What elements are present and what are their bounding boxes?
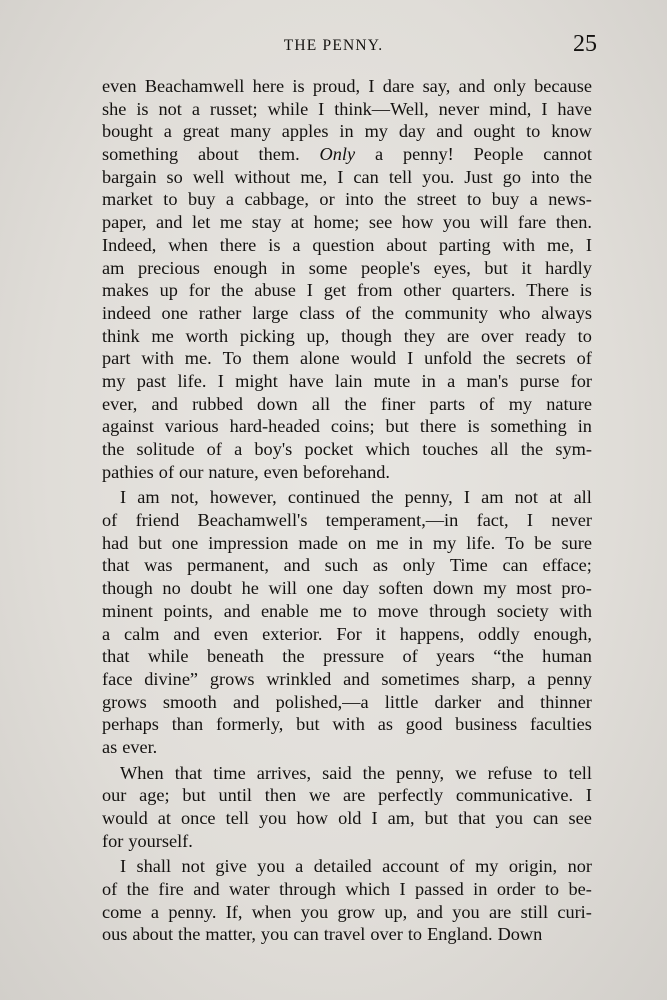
text-line: am precious enough in some people's eyes, but it hardly xyxy=(102,257,592,278)
text-line: come a penny. If, when you grow up, and you are still curi- xyxy=(102,901,592,922)
text-line: even Beachamwell here is proud, I dare say, and only because xyxy=(102,76,592,96)
text-line: I shall not give you a detailed account of my origin, nor xyxy=(120,856,592,877)
text-line: had but one impression made on me in my life. To be sure xyxy=(102,532,592,553)
text-line: our age; but until then we are perfectly communicative. I xyxy=(102,785,592,806)
running-head: THE PENNY. xyxy=(283,37,384,54)
text-line: grows smooth and polished,—a little darker and thinner xyxy=(102,691,592,712)
text-line: Indeed, when there is a question about parting with me, I xyxy=(102,234,592,255)
text-line: ous about the matter, you can travel over to England. Down xyxy=(102,924,543,945)
text-line: think me worth picking up, though they are over ready to xyxy=(102,325,592,346)
text-line: for yourself. xyxy=(102,830,193,851)
text-line: a calm and even exterior. For it happens, oddly enough, xyxy=(102,623,592,644)
text-line: perhaps than formerly, but with as good business faculties xyxy=(102,714,592,735)
page-header xyxy=(0,33,667,59)
text-line: bought a great many apples in my day and ought to know xyxy=(102,121,592,142)
text-line: I am not, however, continued the penny, I am not at all xyxy=(120,487,592,508)
text-line: indeed one rather large class of the community who always xyxy=(102,302,592,323)
text-line: pathies of our nature, even beforehand. xyxy=(102,461,390,482)
text-line: the solitude of a boy's pocket which touches all the sym- xyxy=(102,439,592,459)
paragraph xyxy=(102,486,592,758)
text-line: something about them. Only a penny! People cannot xyxy=(102,144,592,165)
page-number: 25 xyxy=(573,31,597,57)
text-line: she is not a russet; while I think—Well, never mind, I have xyxy=(102,98,592,119)
text-line: face divine” grows wrinkled and sometimes sharp, a penny xyxy=(102,668,592,689)
text-line: minent points, and enable me to move through society with xyxy=(102,600,592,621)
text-line: as ever. xyxy=(102,736,158,757)
text-line: paper, and let me stay at home; see how you will fare then. xyxy=(102,212,592,233)
paragraph xyxy=(102,762,592,853)
text-line: of friend Beachamwell's temperament,—in fact, I never xyxy=(102,510,592,531)
text-line: that was permanent, and such as only Time can efface; xyxy=(102,555,592,576)
paragraph xyxy=(102,855,592,946)
text-line: of the fire and water through which I passed in order to be- xyxy=(102,879,592,900)
body-text xyxy=(102,75,592,946)
text-line: ever, and rubbed down all the finer parts of my nature xyxy=(102,393,592,414)
text-line: market to buy a cabbage, or into the street to buy a news- xyxy=(102,189,592,210)
paragraph xyxy=(102,75,592,483)
text-line: makes up for the abuse I get from other quarters. There is xyxy=(102,280,592,301)
text-line: that while beneath the pressure of years “the human xyxy=(102,646,592,667)
text-line: When that time arrives, said the penny, we refuse to tell xyxy=(120,762,592,783)
text-line: would at once tell you how old I am, but that you can see xyxy=(102,808,592,828)
text-line: though no doubt he will one day soften down my most pro- xyxy=(102,578,592,599)
text-line: bargain so well without me, I can tell you. Just go into the xyxy=(102,166,592,187)
text-line: part with me. To them alone would I unfold the secrets of xyxy=(102,348,592,369)
text-line: my past life. I might have lain mute in a man's purse for xyxy=(102,370,592,391)
text-line: against various hard-headed coins; but there is something in xyxy=(102,416,592,437)
